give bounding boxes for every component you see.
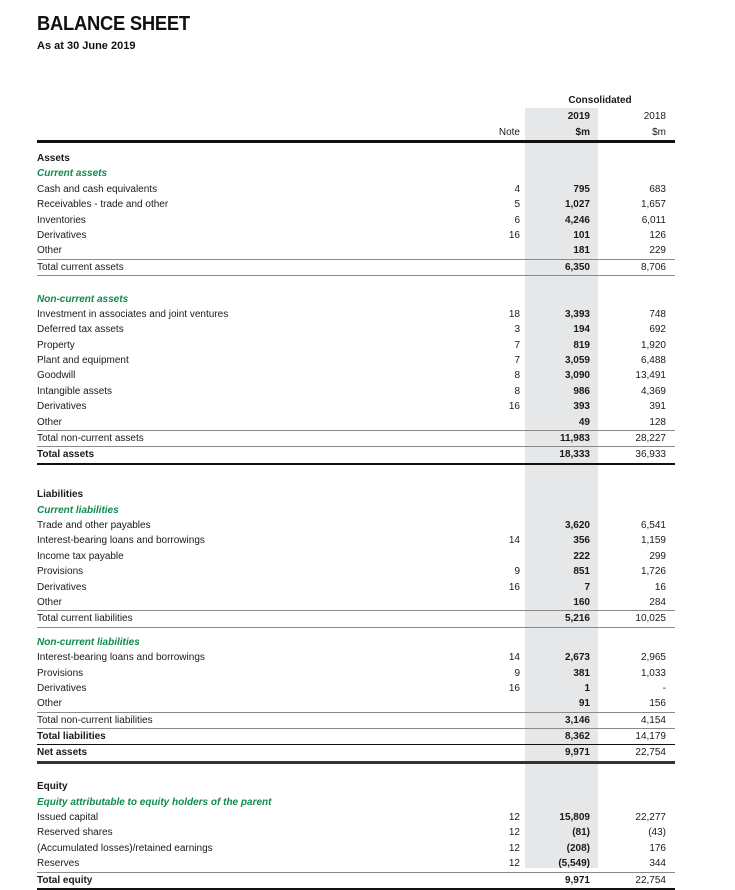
table-row <box>37 197 675 212</box>
value-2018: 6,011 <box>641 214 666 226</box>
value-2018: 1,033 <box>640 667 666 679</box>
value-2019: 160 <box>573 596 590 608</box>
table-row <box>37 810 675 825</box>
value-2019: 381 <box>573 667 590 679</box>
row-label: Interest-bearing loans and borrowings <box>37 535 205 547</box>
value-2018: 22,754 <box>635 874 666 886</box>
row-label: Property <box>37 339 75 351</box>
unit-header-2019: $m <box>575 127 590 138</box>
row-label: Current liabilities <box>37 504 119 516</box>
value-2018: 22,754 <box>635 747 666 759</box>
table-row <box>37 580 675 595</box>
row-label: Net assets <box>37 747 88 759</box>
section-heading-assets <box>37 151 675 166</box>
note-ref: 7 <box>514 355 520 367</box>
row-label: Equity attributable to equity holders of the parent <box>37 796 272 808</box>
spacer <box>37 276 675 291</box>
page-title: BALANCE SHEET <box>37 13 190 35</box>
row-label: Assets <box>37 153 70 164</box>
value-2019: 8,362 <box>564 731 590 743</box>
column-header-2018: 2018 <box>643 111 666 122</box>
balance-sheet-table <box>37 151 675 890</box>
table-row <box>37 825 675 840</box>
row-label: Trade and other payables <box>37 519 151 531</box>
row-label: Other <box>37 245 63 257</box>
value-2018: 128 <box>649 416 666 428</box>
value-2019: 7 <box>584 581 590 593</box>
table-row <box>37 415 675 430</box>
value-2018: 6,541 <box>640 519 666 531</box>
table-row <box>37 666 675 681</box>
row-label: Derivatives <box>37 401 87 413</box>
total-row-non-current-liabilities <box>37 712 675 728</box>
table-row <box>37 650 675 665</box>
note-ref: 7 <box>514 339 520 351</box>
note-ref: 14 <box>508 535 520 547</box>
row-label: Income tax payable <box>37 550 124 562</box>
value-2019: 181 <box>573 245 590 257</box>
total-row-total-liabilities <box>37 728 675 744</box>
column-group-header: Consolidated <box>568 95 632 106</box>
value-2018: 36,933 <box>635 449 666 461</box>
table-row <box>37 841 675 856</box>
value-2018: 299 <box>649 550 666 562</box>
table-row <box>37 518 675 533</box>
value-2018: 16 <box>654 581 666 593</box>
table-row <box>37 228 675 243</box>
table-row <box>37 213 675 228</box>
table-row <box>37 243 675 258</box>
value-2019: 3,090 <box>564 370 590 382</box>
value-2018: 1,920 <box>640 339 666 351</box>
value-2019: (208) <box>566 842 590 854</box>
value-2018: 284 <box>649 596 666 608</box>
value-2019: 222 <box>573 550 590 562</box>
note-ref: 16 <box>508 581 520 593</box>
table-row <box>37 338 675 353</box>
value-2018: (43) <box>648 827 666 839</box>
table-row <box>37 856 675 871</box>
header-rule <box>37 140 675 143</box>
value-2019: 4,246 <box>564 214 590 226</box>
table-row <box>37 595 675 610</box>
total-row-total-assets <box>37 446 675 464</box>
note-ref: 4 <box>514 183 520 195</box>
value-2018: 10,025 <box>635 613 666 625</box>
note-ref: 12 <box>508 842 520 854</box>
value-2019: 3,393 <box>564 308 590 320</box>
note-ref: 6 <box>514 214 520 226</box>
page-subtitle: As at 30 June 2019 <box>37 40 136 52</box>
table-row <box>37 533 675 548</box>
column-header-2019: 2019 <box>567 111 590 122</box>
value-2018: 156 <box>649 698 666 710</box>
value-2019: 1,027 <box>564 199 590 211</box>
note-ref: 5 <box>514 199 520 211</box>
note-ref: 12 <box>508 812 520 824</box>
value-2019: 3,146 <box>564 714 590 726</box>
value-2018: 391 <box>649 401 666 413</box>
subsection-equity-attributable <box>37 795 675 810</box>
value-2019: (5,549) <box>558 858 590 870</box>
spacer <box>37 465 675 480</box>
value-2019: (81) <box>572 827 590 839</box>
value-2018: 692 <box>649 324 666 336</box>
value-2019: 6,350 <box>564 261 590 273</box>
subsection-non-current-liabilities <box>37 635 675 650</box>
value-2018: 13,491 <box>635 370 666 382</box>
row-label: Investment in associates and joint ventures <box>37 308 229 320</box>
note-ref: 12 <box>508 858 520 870</box>
row-label: Reserves <box>37 858 80 870</box>
row-label: Other <box>37 416 63 428</box>
value-2018: - <box>662 682 666 694</box>
row-label: Total non-current assets <box>37 433 144 445</box>
table-row <box>37 384 675 399</box>
table-row <box>37 549 675 564</box>
subsection-current-liabilities <box>37 503 675 518</box>
row-label: (Accumulated losses)/retained earnings <box>37 842 213 854</box>
row-label: Total non-current liabilities <box>37 714 153 726</box>
note-ref: 9 <box>514 566 520 578</box>
total-row-non-current-assets <box>37 430 675 446</box>
value-2019: 15,809 <box>559 812 590 824</box>
row-label: Total assets <box>37 449 95 461</box>
value-2019: 9,971 <box>564 874 590 886</box>
row-label: Total liabilities <box>37 731 106 743</box>
value-2018: 344 <box>649 858 666 870</box>
row-label: Provisions <box>37 566 84 578</box>
row-label: Plant and equipment <box>37 355 129 367</box>
row-label: Equity <box>37 781 68 793</box>
table-row <box>37 564 675 579</box>
total-row-current-liabilities <box>37 610 675 627</box>
spacer <box>37 480 675 487</box>
row-label: Cash and cash equivalents <box>37 183 158 195</box>
row-label: Provisions <box>37 667 84 679</box>
value-2018: 28,227 <box>635 433 666 445</box>
value-2019: 11,983 <box>559 433 590 445</box>
table-row <box>37 353 675 368</box>
row-label: Non-current assets <box>37 293 129 305</box>
value-2018: 8,706 <box>640 261 666 273</box>
subsection-current-assets <box>37 166 675 181</box>
value-2019: 393 <box>573 401 590 413</box>
value-2018: 1,726 <box>640 566 666 578</box>
value-2018: 126 <box>649 229 666 241</box>
value-2018: 1,159 <box>640 535 666 547</box>
value-2018: 683 <box>649 183 666 195</box>
total-row-net-assets <box>37 744 675 763</box>
value-2018: 4,154 <box>640 714 666 726</box>
value-2018: 748 <box>649 308 666 320</box>
value-2019: 101 <box>573 229 590 241</box>
table-row <box>37 399 675 414</box>
value-2019: 851 <box>573 566 590 578</box>
value-2018: 229 <box>649 245 666 257</box>
row-label: Inventories <box>37 214 86 226</box>
value-2019: 9,971 <box>564 747 590 759</box>
value-2019: 986 <box>573 385 590 397</box>
value-2019: 91 <box>578 698 590 710</box>
row-label: Derivatives <box>37 581 87 593</box>
value-2018: 4,369 <box>640 385 666 397</box>
row-label: Reserved shares <box>37 827 113 839</box>
section-heading-equity <box>37 779 675 794</box>
spacer <box>37 628 675 635</box>
table-row <box>37 182 675 197</box>
note-ref: 8 <box>514 370 520 382</box>
row-label: Other <box>37 698 63 710</box>
note-ref: 8 <box>514 385 520 397</box>
row-label: Interest-bearing loans and borrowings <box>37 652 205 664</box>
row-label: Liabilities <box>37 489 84 501</box>
note-ref: 16 <box>508 401 520 413</box>
value-2018: 176 <box>649 842 666 854</box>
value-2019: 356 <box>573 535 590 547</box>
value-2018: 14,179 <box>635 731 666 743</box>
note-ref: 3 <box>514 324 520 336</box>
value-2019: 2,673 <box>564 652 590 664</box>
value-2018: 2,965 <box>640 652 666 664</box>
value-2019: 3,059 <box>564 355 590 367</box>
row-label: Receivables - trade and other <box>37 199 169 211</box>
value-2019: 194 <box>573 324 590 336</box>
column-header-note: Note <box>498 127 520 138</box>
row-label: Deferred tax assets <box>37 324 124 336</box>
row-label: Other <box>37 596 63 608</box>
note-ref: 12 <box>508 827 520 839</box>
value-2019: 49 <box>578 416 590 428</box>
row-label: Total equity <box>37 874 93 886</box>
row-label: Total current liabilities <box>37 613 133 625</box>
table-row <box>37 681 675 696</box>
row-label: Current assets <box>37 168 108 180</box>
note-ref: 9 <box>514 667 520 679</box>
unit-header-2018: $m <box>652 127 666 138</box>
value-2018: 6,488 <box>640 355 666 367</box>
spacer <box>37 764 675 779</box>
note-ref: 14 <box>508 652 520 664</box>
table-row <box>37 696 675 711</box>
row-label: Derivatives <box>37 682 87 694</box>
value-2019: 3,620 <box>564 519 590 531</box>
value-2018: 1,657 <box>640 199 666 211</box>
row-label: Non-current liabilities <box>37 636 140 648</box>
row-label: Total current assets <box>37 261 124 273</box>
row-label: Intangible assets <box>37 385 113 397</box>
note-ref: 18 <box>508 308 520 320</box>
table-row <box>37 322 675 337</box>
value-2019: 5,216 <box>564 613 590 625</box>
value-2019: 18,333 <box>559 449 590 461</box>
row-label: Goodwill <box>37 370 76 382</box>
value-2019: 819 <box>573 339 590 351</box>
row-label: Derivatives <box>37 229 87 241</box>
table-row <box>37 368 675 383</box>
note-ref: 16 <box>508 682 520 694</box>
note-ref: 16 <box>508 229 520 241</box>
value-2019: 1 <box>584 682 590 694</box>
subsection-non-current-assets <box>37 292 675 307</box>
total-row-current-assets <box>37 259 675 276</box>
total-row-total-equity <box>37 872 675 890</box>
section-heading-liabilities <box>37 487 675 502</box>
row-label: Issued capital <box>37 812 99 824</box>
value-2019: 795 <box>573 183 590 195</box>
table-row <box>37 307 675 322</box>
value-2018: 22,277 <box>635 812 666 824</box>
